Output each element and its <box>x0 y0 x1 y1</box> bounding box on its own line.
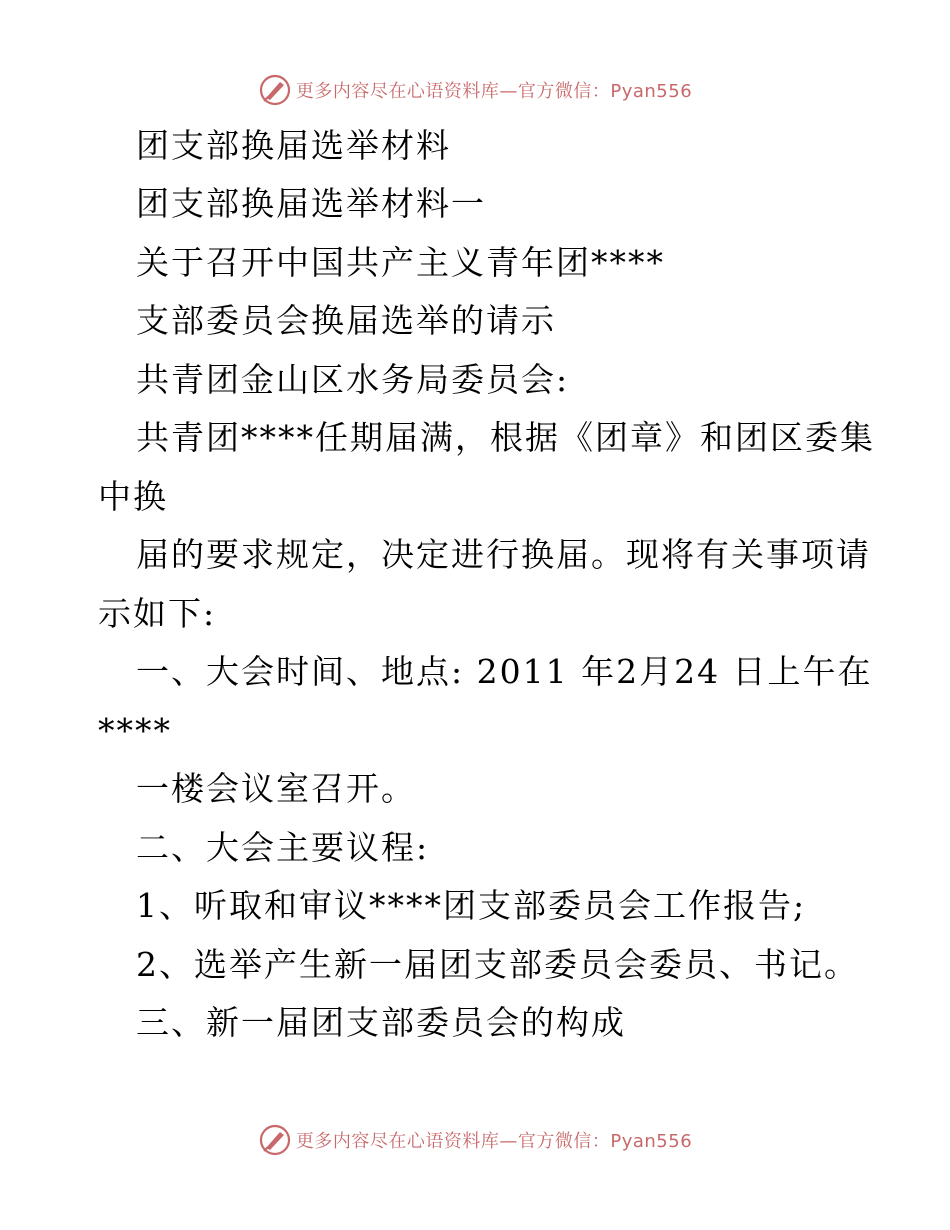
footer-watermark-text: 更多内容尽在心语资料库—官方微信：Pyan556 <box>295 1131 693 1152</box>
paragraph-line: 中换 <box>98 477 168 516</box>
footer-watermark <box>0 1120 950 1160</box>
header-watermark <box>0 70 950 110</box>
addressee: 共青团金山区水务局委员会: <box>136 360 570 399</box>
quill-logo-icon <box>258 73 292 107</box>
paragraph-line: 一、大会时间、地点: 2011 年2月24 日上午在 <box>136 652 873 691</box>
section-heading: 二、大会主要议程: <box>136 828 430 867</box>
paragraph-line: **** <box>98 711 172 750</box>
section-heading: 三、新一届团支部委员会的构成 <box>136 1003 626 1042</box>
agenda-item: 1、听取和审议****团支部委员会工作报告; <box>136 886 807 925</box>
agenda-item: 2、选举产生新一届团支部委员会委员、书记。 <box>136 945 859 984</box>
quill-logo-icon <box>258 1123 292 1157</box>
header-watermark-text: 更多内容尽在心语资料库—官方微信：Pyan556 <box>295 81 693 102</box>
paragraph-line: 一楼会议室召开。 <box>136 769 416 808</box>
paragraph-line: 共青团****任期届满，根据《团章》和团区委集 <box>136 418 875 457</box>
doc-title: 团支部换届选举材料 <box>136 126 451 165</box>
request-title-1: 关于召开中国共产主义青年团**** <box>136 243 665 282</box>
doc-subtitle: 团支部换届选举材料一 <box>136 184 486 223</box>
request-title-2: 支部委员会换届选举的请示 <box>136 301 556 340</box>
paragraph-line: 示如下: <box>98 594 217 633</box>
paragraph-line: 届的要求规定，决定进行换届。现将有关事项请 <box>136 535 871 574</box>
